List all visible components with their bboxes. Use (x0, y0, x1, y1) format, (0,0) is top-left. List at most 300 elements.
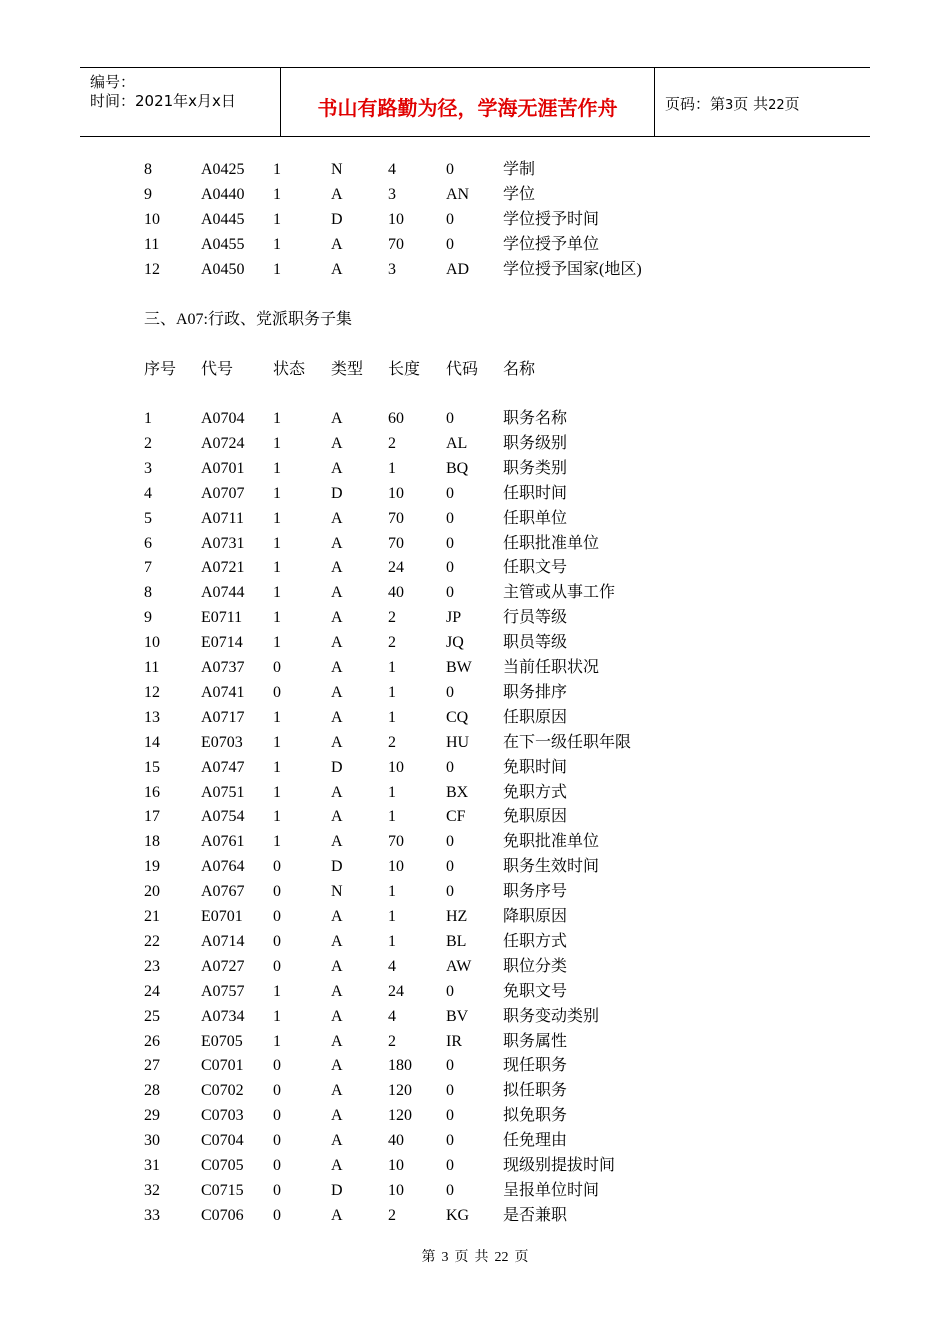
page-header (80, 67, 870, 137)
cell-status: 1 (273, 484, 281, 502)
cell-name: 免职方式 (503, 783, 568, 801)
cell-index: 13 (144, 708, 160, 726)
cell-dict-code: 0 (446, 484, 454, 502)
column-header-type: 类型 (331, 361, 364, 378)
table-row (0, 158, 950, 182)
cell-index: 8 (144, 161, 152, 178)
cell-length: 10 (388, 858, 404, 876)
cell-dict-code: 0 (446, 210, 454, 228)
cell-type: N (331, 883, 343, 901)
cell-code: A0711 (201, 509, 244, 527)
table-row (0, 731, 950, 755)
cell-code: A0724 (201, 434, 245, 452)
cell-index: 10 (144, 634, 160, 652)
section-title: 三、A07:行政、党派职务子集 (144, 311, 353, 328)
cell-status: 1 (273, 982, 281, 1000)
cell-length: 24 (388, 559, 404, 577)
cell-code: A0754 (201, 808, 245, 826)
cell-type: D (331, 484, 343, 502)
cell-code: A0751 (201, 783, 245, 801)
cell-code: E0714 (201, 634, 243, 652)
table-row (0, 1079, 950, 1103)
table-row (0, 457, 950, 481)
cell-status: 1 (273, 758, 281, 776)
cell-dict-code: 0 (446, 883, 454, 901)
cell-code: C0706 (201, 1206, 244, 1224)
cell-dict-code: BL (446, 932, 467, 950)
header-page-prefix: 页码：第 (665, 95, 726, 113)
cell-index: 5 (144, 509, 152, 527)
cell-name: 现级别提拔时间 (503, 1157, 616, 1174)
cell-dict-code: AW (446, 957, 472, 975)
cell-type: A (331, 609, 343, 627)
cell-index: 21 (144, 908, 160, 925)
cell-length: 1 (388, 908, 396, 925)
cell-length: 24 (388, 982, 404, 1000)
footer-page-total: 22 (494, 1250, 509, 1265)
column-header-length: 长度 (388, 361, 421, 378)
cell-dict-code: HZ (446, 908, 468, 925)
table-row (0, 1030, 950, 1054)
table-row (0, 183, 950, 207)
cell-index: 17 (144, 808, 160, 826)
cell-index: 28 (144, 1082, 160, 1100)
cell-type: A (331, 1082, 343, 1100)
cell-index: 12 (144, 683, 160, 701)
cell-type: A (331, 584, 343, 602)
cell-index: 10 (144, 210, 160, 228)
cell-name: 呈报单位时间 (503, 1181, 600, 1199)
cell-length: 4 (388, 161, 396, 178)
cell-dict-code: AD (446, 260, 470, 278)
table-row (0, 556, 950, 580)
cell-dict-code: BW (446, 659, 472, 676)
cell-name: 任职时间 (503, 484, 568, 502)
table-row (0, 756, 950, 780)
cell-dict-code: 0 (446, 559, 454, 577)
cell-length: 1 (388, 808, 396, 826)
cell-code: E0711 (201, 609, 243, 627)
table-row (0, 1104, 950, 1128)
table-row (0, 1129, 950, 1153)
cell-code: A0445 (201, 210, 245, 228)
cell-type: A (331, 1107, 343, 1125)
cell-dict-code: 0 (446, 683, 454, 701)
cell-status: 1 (273, 808, 281, 826)
cell-length: 1 (388, 659, 396, 676)
footer-suffix: 页 (514, 1250, 529, 1265)
cell-type: D (331, 1181, 343, 1199)
cell-code: E0703 (201, 733, 243, 751)
cell-status: 0 (273, 1206, 281, 1224)
cell-type: A (331, 1157, 343, 1174)
table-row (0, 532, 950, 556)
cell-type: A (331, 509, 343, 527)
cell-index: 4 (144, 484, 152, 502)
cell-code: C0705 (201, 1157, 244, 1174)
cell-index: 7 (144, 559, 152, 577)
cell-code: A0747 (201, 758, 245, 776)
cell-status: 1 (273, 161, 281, 178)
cell-type: A (331, 982, 343, 1000)
cell-dict-code: BV (446, 1007, 469, 1025)
cell-dict-code: 0 (446, 410, 454, 427)
cell-status: 0 (273, 1107, 281, 1125)
cell-status: 0 (273, 858, 281, 876)
cell-index: 31 (144, 1157, 160, 1174)
cell-length: 1 (388, 883, 396, 901)
cell-index: 8 (144, 584, 152, 602)
header-left-cell (80, 68, 281, 136)
table-row (0, 805, 950, 829)
cell-dict-code: 0 (446, 509, 454, 527)
table-header-row (0, 358, 950, 382)
cell-index: 19 (144, 858, 160, 876)
cell-code: C0702 (201, 1082, 244, 1100)
cell-code: A0701 (201, 459, 245, 477)
cell-status: 1 (273, 609, 281, 627)
cell-type: A (331, 1057, 343, 1075)
cell-dict-code: CQ (446, 708, 469, 726)
cell-length: 1 (388, 783, 396, 801)
cell-index: 9 (144, 609, 152, 627)
table-row (0, 208, 950, 232)
cell-index: 32 (144, 1181, 160, 1199)
cell-type: D (331, 758, 343, 776)
cell-index: 3 (144, 459, 152, 477)
cell-dict-code: 0 (446, 584, 454, 602)
cell-status: 1 (273, 559, 281, 577)
cell-type: A (331, 260, 343, 278)
cell-code: A0744 (201, 584, 245, 602)
cell-name: 职务生效时间 (503, 858, 600, 876)
table-row (0, 955, 950, 979)
cell-status: 0 (273, 1157, 281, 1174)
cell-code: C0715 (201, 1181, 244, 1199)
header-middle-cell (281, 68, 655, 136)
cell-status: 1 (273, 733, 281, 751)
cell-status: 0 (273, 1082, 281, 1100)
cell-name: 主管或从事工作 (503, 584, 616, 602)
cell-name: 降职原因 (503, 908, 568, 925)
cell-index: 1 (144, 410, 152, 427)
table-row (0, 606, 950, 630)
cell-index: 9 (144, 185, 152, 203)
cell-status: 0 (273, 683, 281, 701)
cell-code: A0455 (201, 235, 245, 253)
cell-dict-code: IR (446, 1032, 462, 1050)
cell-type: A (331, 559, 343, 577)
cell-index: 33 (144, 1206, 160, 1224)
cell-dict-code: JQ (446, 634, 464, 652)
cell-index: 23 (144, 957, 160, 975)
cell-type: A (331, 708, 343, 726)
cell-name: 当前任职状况 (503, 659, 600, 676)
cell-length: 3 (388, 260, 396, 278)
column-header-status: 状态 (273, 361, 306, 378)
cell-name: 职务变动类别 (503, 1007, 600, 1025)
footer-mid2: 共 (474, 1250, 489, 1265)
cell-dict-code: 0 (446, 1057, 454, 1075)
cell-name: 职员等级 (503, 634, 568, 652)
cell-index: 30 (144, 1132, 160, 1150)
cell-name: 任职文号 (503, 559, 568, 577)
table-row (0, 930, 950, 954)
cell-type: A (331, 185, 343, 203)
cell-name: 拟任职务 (503, 1082, 568, 1100)
cell-name: 职务类别 (503, 459, 568, 477)
footer-page-current: 3 (441, 1250, 449, 1265)
table-row (0, 507, 950, 531)
cell-status: 0 (273, 908, 281, 925)
cell-index: 12 (144, 260, 160, 278)
cell-type: D (331, 858, 343, 876)
cell-name: 行员等级 (503, 609, 568, 627)
cell-type: A (331, 235, 343, 253)
cell-code: A0737 (201, 659, 245, 676)
cell-dict-code: 0 (446, 833, 454, 851)
cell-length: 70 (388, 235, 404, 253)
cell-length: 40 (388, 584, 404, 602)
cell-index: 27 (144, 1057, 160, 1075)
cell-code: C0701 (201, 1057, 244, 1075)
cell-type: A (331, 534, 343, 552)
cell-length: 40 (388, 1132, 404, 1150)
cell-status: 0 (273, 883, 281, 901)
cell-name: 现任职务 (503, 1057, 568, 1075)
cell-type: A (331, 1032, 343, 1050)
cell-dict-code: BQ (446, 459, 469, 477)
header-page-mid: 页 共 (733, 95, 769, 113)
cell-status: 1 (273, 459, 281, 477)
cell-name: 职务序号 (503, 883, 568, 901)
cell-name: 任职原因 (503, 708, 568, 726)
cell-index: 2 (144, 434, 152, 452)
cell-status: 0 (273, 957, 281, 975)
table-row (0, 781, 950, 805)
column-header-name: 名称 (503, 361, 536, 378)
cell-dict-code: AL (446, 434, 468, 452)
table-row (0, 233, 950, 257)
cell-code: A0741 (201, 683, 245, 701)
cell-length: 2 (388, 1032, 396, 1050)
cell-code: E0705 (201, 1032, 243, 1050)
cell-length: 2 (388, 1206, 396, 1224)
table-row (0, 1179, 950, 1203)
footer-mid1: 页 (454, 1250, 469, 1265)
cell-length: 10 (388, 484, 404, 502)
cell-name: 学制 (503, 161, 536, 178)
cell-length: 2 (388, 434, 396, 452)
cell-type: A (331, 659, 343, 676)
header-page-total: 22 (768, 98, 785, 113)
table-row (0, 581, 950, 605)
cell-type: A (331, 1132, 343, 1150)
cell-name: 学位授予国家(地区) (503, 260, 642, 278)
header-page-suffix: 页 (784, 95, 800, 113)
footer-prefix: 第 (421, 1250, 436, 1265)
cell-length: 70 (388, 833, 404, 851)
cell-index: 18 (144, 833, 160, 851)
cell-status: 1 (273, 1032, 281, 1050)
table-row (0, 1005, 950, 1029)
column-header-index: 序号 (144, 361, 177, 378)
cell-type: A (331, 733, 343, 751)
cell-name: 免职文号 (503, 982, 568, 1000)
cell-code: A0757 (201, 982, 245, 1000)
cell-length: 70 (388, 534, 404, 552)
cell-name: 免职批准单位 (503, 833, 600, 851)
cell-length: 2 (388, 609, 396, 627)
cell-dict-code: CF (446, 808, 466, 826)
cell-code: A0731 (201, 534, 245, 552)
cell-type: A (331, 459, 343, 477)
cell-code: A0734 (201, 1007, 245, 1025)
cell-index: 29 (144, 1107, 160, 1125)
cell-status: 1 (273, 235, 281, 253)
table-row (0, 482, 950, 506)
cell-code: A0450 (201, 260, 245, 278)
cell-name: 学位授予单位 (503, 235, 600, 253)
cell-code: A0727 (201, 957, 245, 975)
cell-length: 3 (388, 185, 396, 203)
cell-name: 拟免职务 (503, 1107, 568, 1125)
cell-type: A (331, 957, 343, 975)
table-row (0, 880, 950, 904)
table-row (0, 407, 950, 431)
table-row (0, 258, 950, 282)
cell-name: 任免理由 (503, 1132, 568, 1150)
cell-type: A (331, 808, 343, 826)
cell-status: 1 (273, 260, 281, 278)
cell-name: 免职时间 (503, 758, 568, 776)
cell-status: 1 (273, 708, 281, 726)
cell-index: 22 (144, 932, 160, 950)
cell-name: 是否兼职 (503, 1206, 568, 1224)
cell-code: A0440 (201, 185, 245, 203)
cell-status: 1 (273, 534, 281, 552)
cell-code: C0704 (201, 1132, 244, 1150)
page-footer (0, 1246, 950, 1266)
cell-index: 20 (144, 883, 160, 901)
cell-name: 职务属性 (503, 1032, 568, 1050)
cell-status: 1 (273, 584, 281, 602)
table-row (0, 656, 950, 680)
cell-type: A (331, 1206, 343, 1224)
cell-status: 1 (273, 434, 281, 452)
cell-name: 在下一级任职年限 (503, 733, 632, 751)
cell-index: 15 (144, 758, 160, 776)
cell-index: 16 (144, 783, 160, 801)
cell-code: A0707 (201, 484, 245, 502)
cell-status: 1 (273, 210, 281, 228)
cell-length: 1 (388, 683, 396, 701)
cell-length: 10 (388, 758, 404, 776)
document-code-label: 编号： (90, 73, 136, 91)
cell-name: 学位授予时间 (503, 210, 600, 228)
cell-dict-code: 0 (446, 1132, 454, 1150)
cell-type: A (331, 683, 343, 701)
cell-name: 任职单位 (503, 509, 568, 527)
cell-length: 180 (388, 1057, 412, 1075)
table-row (0, 980, 950, 1004)
cell-dict-code: 0 (446, 534, 454, 552)
cell-index: 24 (144, 982, 160, 1000)
cell-type: A (331, 410, 343, 427)
cell-name: 职务名称 (503, 410, 568, 427)
cell-index: 14 (144, 733, 160, 751)
header-page-info (665, 93, 800, 114)
cell-length: 1 (388, 708, 396, 726)
cell-index: 26 (144, 1032, 160, 1050)
cell-dict-code: KG (446, 1206, 470, 1224)
table-row (0, 1054, 950, 1078)
cell-code: A0764 (201, 858, 245, 876)
cell-code: A0767 (201, 883, 245, 901)
cell-code: A0704 (201, 410, 245, 427)
cell-status: 0 (273, 1057, 281, 1075)
column-header-code: 代号 (201, 361, 234, 378)
cell-dict-code: 0 (446, 1157, 454, 1174)
cell-length: 10 (388, 1157, 404, 1174)
cell-length: 1 (388, 459, 396, 477)
cell-length: 60 (388, 410, 404, 427)
cell-length: 10 (388, 210, 404, 228)
cell-length: 4 (388, 957, 396, 975)
table-row (0, 1154, 950, 1178)
table-row (0, 681, 950, 705)
table-row (0, 432, 950, 456)
cell-status: 1 (273, 410, 281, 427)
cell-code: A0721 (201, 559, 245, 577)
cell-status: 1 (273, 509, 281, 527)
header-motto: 书山有路勤为径，学海无涯苦作舟 (317, 96, 618, 120)
cell-code: C0703 (201, 1107, 244, 1125)
cell-length: 2 (388, 634, 396, 652)
cell-dict-code: 0 (446, 982, 454, 1000)
cell-status: 1 (273, 1007, 281, 1025)
cell-length: 2 (388, 733, 396, 751)
cell-status: 1 (273, 833, 281, 851)
cell-code: E0701 (201, 908, 243, 925)
cell-status: 1 (273, 185, 281, 203)
cell-dict-code: 0 (446, 1107, 454, 1125)
cell-status: 0 (273, 1181, 281, 1199)
cell-name: 职务排序 (503, 683, 568, 701)
cell-length: 70 (388, 509, 404, 527)
cell-index: 6 (144, 534, 152, 552)
table-row (0, 1204, 950, 1228)
cell-status: 0 (273, 932, 281, 950)
cell-name: 职位分类 (503, 957, 568, 975)
header-page-current: 3 (725, 98, 734, 113)
cell-dict-code: 0 (446, 1181, 454, 1199)
cell-dict-code: 0 (446, 161, 454, 178)
cell-dict-code: 0 (446, 235, 454, 253)
cell-type: A (331, 908, 343, 925)
cell-name: 职务级别 (503, 434, 568, 452)
cell-dict-code: 0 (446, 1082, 454, 1100)
cell-type: A (331, 932, 343, 950)
cell-type: N (331, 161, 343, 178)
table-row (0, 905, 950, 929)
cell-name: 任职方式 (503, 932, 568, 950)
cell-length: 120 (388, 1082, 412, 1100)
cell-index: 11 (144, 659, 160, 676)
cell-status: 1 (273, 634, 281, 652)
cell-status: 1 (273, 783, 281, 801)
cell-code: A0425 (201, 161, 245, 178)
